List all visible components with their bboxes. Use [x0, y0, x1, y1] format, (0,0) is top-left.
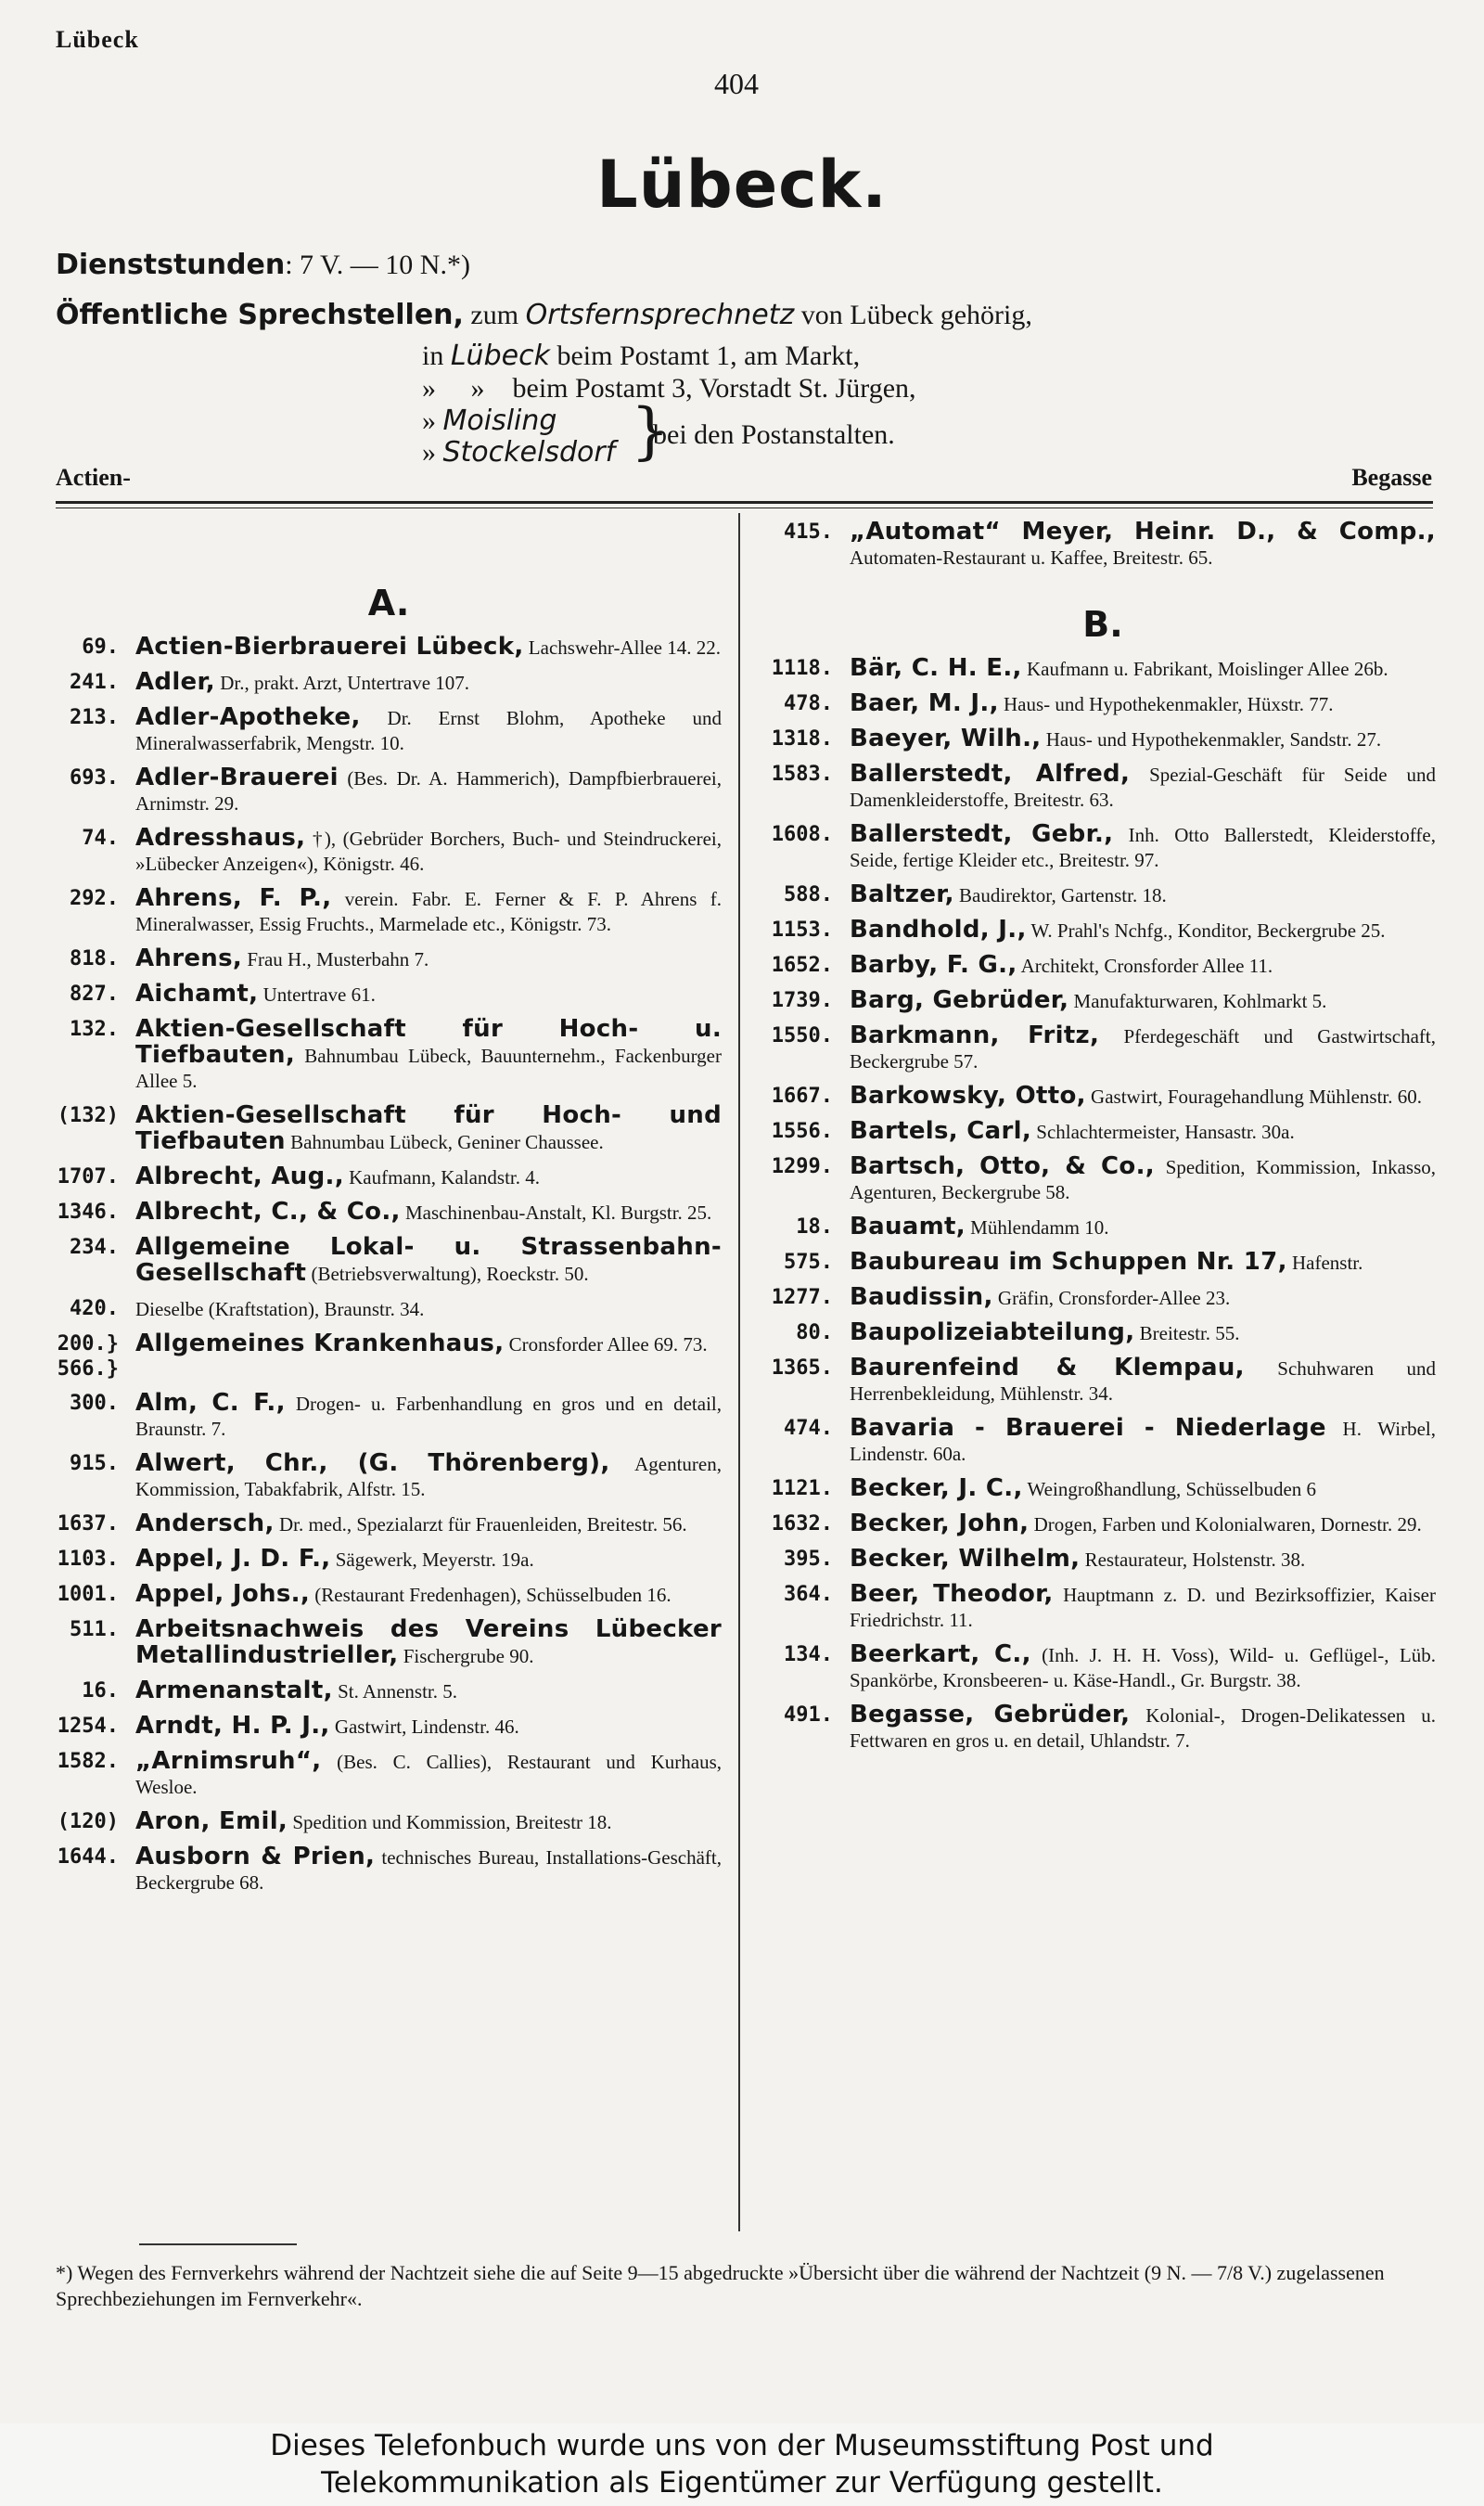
subscriber-name: Andersch,	[135, 1510, 275, 1537]
subscriber-details: Drogen, Farben und Kolonialwaren, Dornestr. 29.	[1029, 1513, 1422, 1536]
directory-entry	[56, 826, 722, 877]
office-moisling	[422, 405, 556, 437]
entry-text	[135, 1164, 722, 1190]
entry-text	[850, 1119, 1436, 1145]
phone-number: 1550.	[771, 1024, 833, 1047]
phone-number: 915.	[70, 1452, 119, 1475]
line6-place: Stockelsdorf	[442, 436, 616, 469]
directory-entry	[770, 656, 1436, 682]
subscriber-name: Bauamt,	[850, 1213, 966, 1240]
subscriber-details: Kaufmann u. Fabrikant, Moislinger Allee 26b.	[1021, 658, 1388, 680]
subscriber-name: Barby, F. G.,	[850, 951, 1017, 979]
phone-number: 1644.	[57, 1845, 119, 1869]
entry-text	[135, 1103, 722, 1155]
phone-number: 1707.	[57, 1165, 119, 1189]
section-letter: A.	[367, 583, 410, 623]
subscriber-details: Gräfin, Cronsforder-Allee 23.	[992, 1287, 1231, 1309]
subscriber-details: verein. Fabr. E. Ferner & F. P. Ahrens f. Mineralwasser, Essig Fruchts., Marmelade etc., Königstr. 73.	[135, 888, 723, 935]
subscriber-name: Allgemeines Krankenhaus,	[135, 1330, 505, 1357]
phone-number: 1346.	[57, 1201, 119, 1224]
subscriber-name: Actien-Bierbrauerei Lübeck,	[135, 633, 524, 661]
entry-text	[135, 1200, 722, 1226]
directory-entry	[56, 1200, 722, 1226]
section-letter: B.	[1082, 604, 1123, 645]
directory-entry	[56, 1714, 722, 1740]
subscriber-details: (Betriebsverwaltung), Roeckstr. 50.	[306, 1263, 589, 1285]
subscriber-details: Restaurateur, Holstenstr. 38.	[1080, 1549, 1306, 1571]
entry-text	[135, 1617, 722, 1669]
entry-text	[135, 1547, 722, 1573]
entry-text	[135, 826, 722, 877]
phone-number: 241.	[70, 671, 119, 694]
subscriber-name: Armenanstalt,	[135, 1677, 333, 1704]
directory-entry	[56, 1678, 722, 1704]
subscriber-details: Dieselbe (Kraftstation), Braunstr. 34.	[135, 1298, 425, 1320]
entry-text	[850, 918, 1436, 944]
phone-number: 364.	[784, 1583, 833, 1606]
subscriber-details: (Inh. J. H. H. Voss), Wild- u. Geflügel-, Lüb. Spankörbe, Kronsbeeren- u. Käse-Handl., Gr. Burgstr. 38.	[850, 1644, 1436, 1691]
subscriber-details: Spedition und Kommission, Breitestr 18.	[288, 1811, 612, 1833]
phone-number: 1556.	[771, 1120, 833, 1143]
credit-line-1: Dieses Telefonbuch wurde uns von der Museumsstiftung Post und	[270, 2429, 1214, 2462]
left-column	[56, 520, 722, 1905]
directory-entry	[770, 726, 1436, 752]
subscriber-name: Baer, M. J.,	[850, 689, 999, 717]
phone-number: 818.	[70, 947, 119, 970]
subscriber-details: technisches Bureau, Installations-Geschäft, Beckergrube 68.	[135, 1846, 722, 1894]
entry-text	[850, 762, 1436, 813]
phone-number: 1652.	[771, 954, 833, 977]
entry-text	[850, 1285, 1436, 1311]
footnote-rule	[139, 2243, 297, 2245]
phone-number: 134.	[784, 1643, 833, 1666]
phone-number: 693.	[70, 766, 119, 790]
office-luebeck-1	[422, 340, 860, 372]
subscriber-name: Becker, Wilhelm,	[850, 1545, 1081, 1573]
phone-number: 1318.	[771, 727, 833, 751]
directory-entry	[770, 1119, 1436, 1145]
subscriber-details: Weingroßhandlung, Schüsselbuden 6	[1022, 1478, 1317, 1500]
subscriber-name: Ausborn & Prien,	[135, 1843, 376, 1870]
directory-entry	[56, 635, 722, 661]
phone-number: 827.	[70, 983, 119, 1006]
subscriber-name: Baubureau im Schuppen Nr. 17,	[850, 1248, 1287, 1276]
directory-entry	[56, 1451, 722, 1502]
office-stockelsdorf	[422, 436, 615, 469]
entry-text	[135, 765, 722, 816]
entry-text	[850, 1320, 1436, 1346]
subscriber-details: Hafenstr.	[1286, 1252, 1363, 1274]
offices-network: Ortsfernsprechnetz	[525, 299, 795, 331]
directory-entry	[56, 1547, 722, 1573]
subscriber-name: Barkowsky, Otto,	[850, 1082, 1086, 1110]
entry-text	[135, 635, 722, 661]
subscriber-details: Fischergrube 90.	[398, 1645, 534, 1667]
phone-number: 1299.	[771, 1155, 833, 1178]
line6-pre: »	[422, 437, 443, 468]
entry-text	[850, 953, 1436, 979]
directory-entry	[56, 765, 722, 816]
directory-entry	[770, 1511, 1436, 1537]
entry-text	[850, 726, 1436, 752]
directory-entry	[56, 1164, 722, 1190]
subscriber-name: Baurenfeind & Klempau,	[850, 1354, 1245, 1382]
directory-entry	[56, 946, 722, 972]
phone-number: 1583.	[771, 763, 833, 786]
entry-text	[850, 1582, 1436, 1633]
subscriber-details: Frau H., Musterbahn 7.	[242, 948, 429, 970]
directory-entry	[770, 1084, 1436, 1110]
offices-label: Öffentliche Sprechstellen,	[56, 299, 464, 331]
directory-entry	[56, 982, 722, 1008]
subscriber-name: Baltzer,	[850, 880, 954, 908]
subscriber-details: Dr. Ernst Blohm, Apotheke und Mineralwasserfabrik, Mengstr. 10.	[135, 707, 722, 754]
entry-text	[850, 882, 1436, 908]
entry-text	[850, 988, 1436, 1014]
credit-banner	[0, 2423, 1484, 2506]
column-divider	[738, 513, 740, 2231]
subscriber-details: Dr. med., Spezialarzt für Frauenleiden, Breitestr. 56.	[274, 1513, 687, 1536]
subscriber-details: Untertrave 61.	[258, 983, 376, 1006]
directory-entry	[56, 1017, 722, 1094]
directory-entry	[770, 1582, 1436, 1633]
directory-entry	[770, 822, 1436, 873]
subscriber-name: Ahrens, F. P.,	[135, 884, 332, 912]
entry-text	[850, 822, 1436, 873]
hours-label: Dienststunden	[56, 249, 286, 281]
entry-text	[850, 1476, 1436, 1502]
directory-entry	[770, 520, 1436, 571]
directory-entry	[56, 1296, 722, 1322]
entry-text	[135, 705, 722, 756]
entry-text	[135, 1296, 722, 1322]
subscriber-name: Ballerstedt, Alfred,	[850, 760, 1131, 788]
directory-entry	[770, 1476, 1436, 1502]
entry-text	[135, 670, 722, 696]
subscriber-details: Manufakturwaren, Kohlmarkt 5.	[1068, 990, 1327, 1012]
subscriber-name: Arbeitsnachweis des Vereins Lübecker Metallindustrieller,	[135, 1615, 722, 1669]
catchword-left: Actien-	[56, 464, 131, 491]
subscriber-name: Adler,	[135, 668, 215, 696]
entry-text	[135, 1582, 722, 1608]
phone-number: 300.	[70, 1392, 119, 1415]
phone-number: 420.	[70, 1297, 119, 1320]
entry-text	[850, 1356, 1436, 1407]
phone-number: 234.	[70, 1236, 119, 1259]
line5-pre: »	[422, 405, 443, 436]
phone-number: 1365.	[771, 1356, 833, 1380]
subscriber-details: (Bes. C. Callies), Restaurant und Kurhaus, Wesloe.	[135, 1751, 722, 1798]
entry-text	[850, 1416, 1436, 1467]
directory-entry	[56, 1582, 722, 1608]
directory-entry	[56, 1844, 722, 1896]
phone-number: 1153.	[771, 919, 833, 942]
subscriber-details: Kaufmann, Kalandstr. 4.	[343, 1166, 541, 1189]
catchword-right: Begasse	[1351, 464, 1432, 491]
directory-entry	[770, 882, 1436, 908]
subscriber-name: Alwert, Chr., (G. Thörenberg),	[135, 1449, 610, 1477]
office-luebeck-3: » » beim Postamt 3, Vorstadt St. Jürgen,	[422, 373, 916, 404]
post-offices-note: bei den Postanstalten.	[653, 419, 895, 450]
subscriber-name: Aichamt,	[135, 980, 259, 1008]
subscriber-name: Barkmann, Fritz,	[850, 1022, 1100, 1049]
subscriber-details: Breitestr. 55.	[1134, 1322, 1240, 1344]
phone-number: 69.	[82, 636, 119, 659]
phone-number: 1254.	[57, 1715, 119, 1738]
phone-number: 588.	[784, 883, 833, 906]
phone-number: (132)	[57, 1104, 119, 1127]
subscriber-name: Aron, Emil,	[135, 1807, 288, 1835]
entry-text	[850, 691, 1436, 717]
offices-mid: zum	[463, 300, 526, 330]
hours-value: : 7 V. — 10 N.*)	[285, 250, 470, 280]
directory-entry	[56, 1511, 722, 1537]
subscriber-details: Gastwirt, Lindenstr. 46.	[329, 1716, 519, 1738]
entry-text	[850, 1703, 1436, 1754]
phone-number: 80.	[796, 1321, 833, 1344]
subscriber-name: Bär, C. H. E.,	[850, 654, 1022, 682]
offices-end: von Lübeck gehörig,	[794, 300, 1032, 330]
subscriber-details: †), (Gebrüder Borchers, Buch- und Steindruckerei, »Lübecker Anzeigen«), Königstr. 46.	[135, 828, 722, 875]
entry-text	[850, 1642, 1436, 1693]
subscriber-name: Bandhold, J.,	[850, 916, 1027, 944]
phone-number: 1118.	[771, 657, 833, 680]
credit-line-2: Telekommunikation als Eigentümer zur Verfügung gestellt.	[321, 2466, 1163, 2500]
entry-text	[135, 1749, 722, 1800]
subscriber-name: Becker, J. C.,	[850, 1474, 1023, 1502]
subscriber-name: Albrecht, Aug.,	[135, 1163, 344, 1190]
entry-text	[850, 1154, 1436, 1205]
phone-number: 1739.	[771, 989, 833, 1012]
entry-text	[850, 1511, 1436, 1537]
directory-entry	[56, 1617, 722, 1669]
directory-entry	[770, 1320, 1436, 1346]
subscriber-name: Appel, Johs.,	[135, 1580, 310, 1608]
phone-number: 1637.	[57, 1512, 119, 1536]
subscriber-name: „Automat“ Meyer, Heinr. D., & Comp.,	[850, 518, 1436, 546]
page-number: 404	[714, 67, 759, 100]
subscriber-name: Ahrens,	[135, 945, 243, 972]
subscriber-details: (Restaurant Fredenhagen), Schüsselbuden 16.	[310, 1584, 672, 1606]
footnote: *) Wegen des Fernverkehrs während der Nachtzeit siehe die auf Seite 9—15 abgedruckte »Übersicht über die während der Nachtzeit (9 N. — 7/8 V.) zugelassenen Sprechbeziehungen im Fernverkehr«.	[56, 2261, 1385, 2310]
subscriber-details: Architekt, Cronsforder Allee 11.	[1017, 955, 1273, 977]
subscriber-name: Beer, Theodor,	[850, 1580, 1054, 1608]
phone-number: 1667.	[771, 1085, 833, 1108]
phone-number: 474.	[784, 1417, 833, 1440]
directory-entry	[770, 1703, 1436, 1754]
phone-number: 1277.	[771, 1286, 833, 1309]
entry-text	[850, 1084, 1436, 1110]
line3-post: beim Postamt 1, am Markt,	[549, 341, 861, 371]
phone-number: (120)	[57, 1810, 119, 1833]
directory-entry	[770, 691, 1436, 717]
subscriber-details: (Bes. Dr. A. Hammerich), Dampfbierbrauerei, Arnimstr. 29.	[135, 767, 722, 815]
subscriber-details: Agenturen, Kommission, Tabakfabrik, Alfstr. 15.	[135, 1453, 722, 1500]
phone-number: 1632.	[771, 1512, 833, 1536]
directory-entry	[56, 1809, 722, 1835]
subscriber-name: Barg, Gebrüder,	[850, 986, 1069, 1014]
subscriber-name: Baeyer, Wilh.,	[850, 725, 1042, 752]
subscriber-details: Maschinenbau-Anstalt, Kl. Burgstr. 25.	[400, 1202, 712, 1224]
subscriber-name: Aktien-Gesellschaft für Hoch- u. Tiefbauten,	[135, 1015, 722, 1069]
entry-text	[135, 1511, 722, 1537]
entry-text	[135, 1844, 722, 1896]
service-hours	[56, 249, 470, 281]
subscriber-name: Bavaria - Brauerei - Niederlage	[850, 1414, 1326, 1442]
subscriber-details: Kolonial-, Drogen-Delikatessen u. Fettwaren en gros u. en detail, Uhlandstr. 7.	[850, 1704, 1436, 1752]
directory-entry	[770, 1154, 1436, 1205]
entry-text	[850, 520, 1436, 571]
subscriber-details: Inh. Otto Ballerstedt, Kleiderstoffe, Seide, fertige Kleider etc., Breitestr. 97.	[850, 824, 1436, 871]
entry-text	[135, 1391, 722, 1442]
entry-text	[850, 1250, 1436, 1276]
directory-entry	[56, 1749, 722, 1800]
entry-text	[850, 1547, 1436, 1573]
subscriber-details: Haus- und Hypothekenmakler, Sandstr. 27.	[1041, 728, 1382, 751]
entry-text	[135, 886, 722, 937]
entry-text	[135, 1451, 722, 1502]
entry-text	[135, 1235, 722, 1287]
entry-text	[135, 982, 722, 1008]
subscriber-details: Mühlendamm 10.	[965, 1216, 1109, 1239]
subscriber-name: „Arnimsruh“,	[135, 1747, 322, 1775]
running-head-left: Lübeck	[56, 26, 139, 53]
line3-pre: in	[422, 341, 451, 371]
brace-symbol: }	[631, 395, 670, 467]
line5-place: Moisling	[442, 405, 557, 437]
subscriber-details: Drogen- u. Farbenhandlung en gros und en detail, Braunstr. 7.	[135, 1393, 722, 1440]
subscriber-name: Allgemeine Lokal- u. Strassenbahn-Gesellschaft	[135, 1233, 722, 1287]
directory-entry	[770, 918, 1436, 944]
entry-text	[135, 946, 722, 972]
subscriber-name: Baudissin,	[850, 1283, 993, 1311]
right-column	[770, 520, 1436, 1763]
phone-number: 415.	[784, 520, 833, 544]
entry-text	[850, 1214, 1436, 1240]
entry-text	[850, 1023, 1436, 1074]
directory-entry	[770, 1285, 1436, 1311]
subscriber-details: W. Prahl's Nchfg., Konditor, Beckergrube 25.	[1026, 919, 1386, 942]
phone-number: 511.	[70, 1618, 119, 1641]
directory-entry	[56, 886, 722, 937]
subscriber-name: Adler-Apotheke,	[135, 703, 361, 731]
subscriber-details: Pferdegeschäft und Gastwirtschaft, Beckergrube 57.	[850, 1025, 1436, 1073]
entry-text	[850, 656, 1436, 682]
directory-entry	[56, 1331, 722, 1382]
directory-entry	[770, 1416, 1436, 1467]
subscriber-name: Beerkart, C.,	[850, 1640, 1031, 1668]
subscriber-details: St. Annenstr. 5.	[332, 1680, 457, 1703]
public-offices-heading	[56, 299, 1032, 331]
subscriber-name: Baupolizeiabteilung,	[850, 1318, 1135, 1346]
directory-entry	[770, 1356, 1436, 1407]
subscriber-details: Spedition, Kommission, Inkasso, Agenturen, Beckergrube 58.	[850, 1156, 1436, 1203]
entry-text	[135, 1809, 722, 1835]
subscriber-details: Haus- und Hypothekenmakler, Hüxstr. 77.	[998, 693, 1334, 715]
directory-entry	[770, 762, 1436, 813]
subscriber-name: Becker, John,	[850, 1510, 1030, 1537]
subscriber-details: Schuhwaren und Herrenbekleidung, Mühlenstr. 34.	[850, 1357, 1436, 1405]
subscriber-details: Automaten-Restaurant u. Kaffee, Breitestr. 65.	[850, 546, 1213, 569]
phone-number: 1121.	[771, 1477, 833, 1500]
phone-number: 213.	[70, 706, 119, 729]
phone-number: 292.	[70, 887, 119, 910]
directory-entry	[56, 705, 722, 756]
line3-place: Lübeck	[450, 340, 550, 372]
directory-entry	[770, 953, 1436, 979]
directory-entry	[56, 1235, 722, 1287]
phone-number: 1103.	[57, 1548, 119, 1571]
directory-entry	[56, 670, 722, 696]
subscriber-details: H. Wirbel, Lindenstr. 60a.	[850, 1418, 1437, 1465]
directory-entry	[56, 1391, 722, 1442]
entry-text	[135, 1678, 722, 1704]
subscriber-details: Gastwirt, Fouragehandlung Mühlenstr. 60.	[1085, 1086, 1423, 1108]
subscriber-name: Adler-Brauerei	[135, 764, 339, 791]
phone-number: 1608.	[771, 823, 833, 846]
subscriber-name: Bartsch, Otto, & Co.,	[850, 1152, 1155, 1180]
subscriber-name: Begasse, Gebrüder,	[850, 1701, 1131, 1728]
subscriber-name: Adresshaus,	[135, 824, 306, 852]
subscriber-name: Bartels, Carl,	[850, 1117, 1032, 1145]
subscriber-details: Sägewerk, Meyerstr. 19a.	[330, 1549, 534, 1571]
subscriber-details: Hauptmann z. D. und Bezirksoffizier, Kaiser Friedrichstr. 11.	[850, 1584, 1436, 1631]
directory-entry	[770, 988, 1436, 1014]
directory-entry	[56, 1103, 722, 1155]
phone-number: 491.	[784, 1703, 833, 1727]
subscriber-details: Baudirektor, Gartenstr. 18.	[953, 884, 1167, 906]
subscriber-name: Albrecht, C., & Co.,	[135, 1198, 401, 1226]
phone-number: 575.	[784, 1251, 833, 1274]
subscriber-name: Appel, J. D. F.,	[135, 1545, 331, 1573]
directory-entry	[770, 1250, 1436, 1276]
phone-number: 200.} 566.}	[57, 1332, 119, 1381]
phone-number: 74.	[82, 827, 119, 850]
subscriber-name: Ballerstedt, Gebr.,	[850, 820, 1114, 848]
phone-number: 132.	[70, 1018, 119, 1041]
subscriber-name: Arndt, H. P. J.,	[135, 1712, 330, 1740]
subscriber-name: Alm, C. F.,	[135, 1389, 286, 1417]
entry-text	[135, 1017, 722, 1094]
subscriber-name: Aktien-Gesellschaft für Hoch- und Tiefbauten	[135, 1101, 722, 1155]
subscriber-details: Schlachtermeister, Hansastr. 30a.	[1031, 1121, 1295, 1143]
directory-entry	[770, 1642, 1436, 1693]
subscriber-details: Bahnumbau Lübeck, Geniner Chaussee.	[285, 1131, 604, 1153]
phone-number: 395.	[784, 1548, 833, 1571]
header-rule-top	[56, 501, 1433, 504]
subscriber-details: Lachswehr-Allee 14. 22.	[523, 636, 721, 659]
phone-number: 1582.	[57, 1750, 119, 1773]
directory-entry	[770, 1547, 1436, 1573]
subscriber-details: Bahnumbau Lübeck, Bauunternehm., Fackenburger Allee 5.	[135, 1045, 722, 1092]
phone-number: 18.	[796, 1215, 833, 1239]
entry-text	[135, 1714, 722, 1740]
entry-text	[135, 1331, 722, 1382]
phone-number: 1001.	[57, 1583, 119, 1606]
phone-number: 478.	[784, 692, 833, 715]
directory-entry	[770, 1023, 1436, 1074]
subscriber-details: Spezial-Geschäft für Seide und Damenkleiderstoffe, Breitestr. 63.	[850, 764, 1436, 811]
subscriber-details: Dr., prakt. Arzt, Untertrave 107.	[214, 672, 470, 694]
phone-number: 16.	[82, 1679, 119, 1703]
subscriber-details: Cronsforder Allee 69. 73.	[504, 1333, 708, 1356]
directory-entry	[770, 1214, 1436, 1240]
page-title: Lübeck.	[596, 147, 888, 223]
